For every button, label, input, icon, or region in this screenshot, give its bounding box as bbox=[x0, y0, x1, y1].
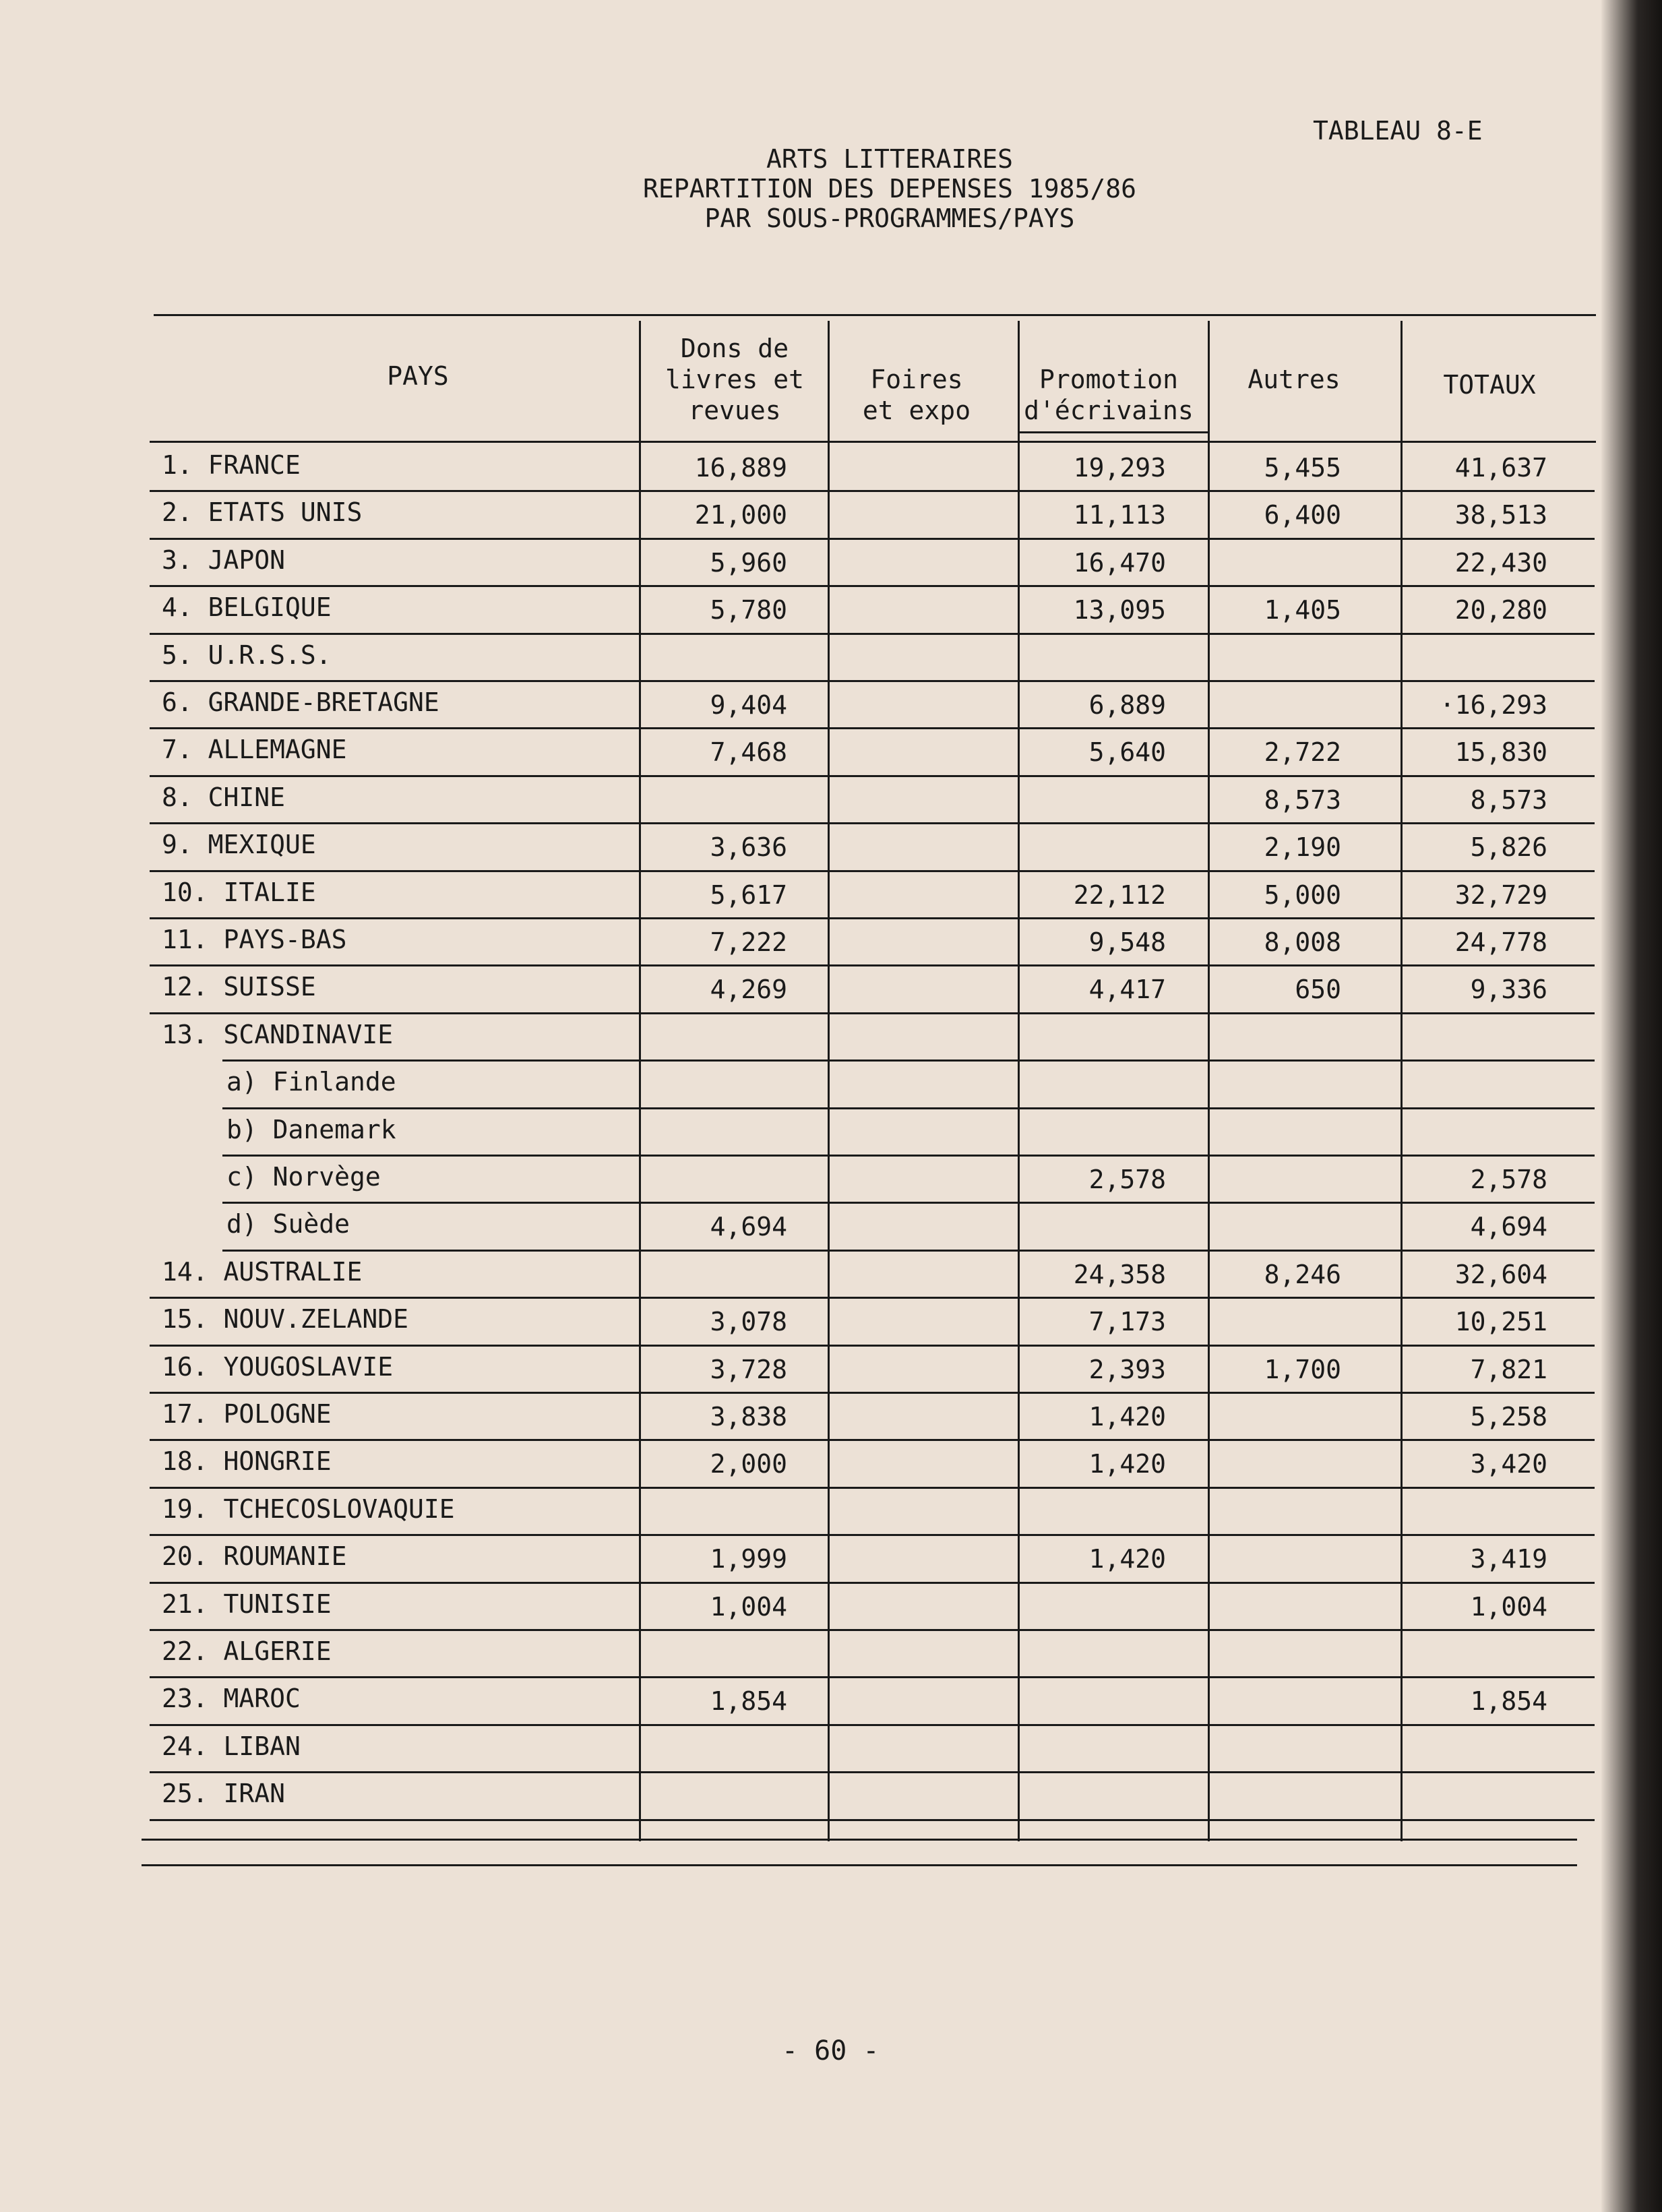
row-label: 12. SUISSE bbox=[162, 972, 316, 1002]
row-rule bbox=[222, 1059, 1595, 1062]
row-rule bbox=[150, 1676, 1595, 1678]
row-label: 18. HONGRIE bbox=[162, 1446, 332, 1477]
row-label: 14. AUSTRALIE bbox=[162, 1256, 363, 1287]
cell-dons: 16,889 bbox=[694, 453, 787, 483]
cell-dons: 5,780 bbox=[710, 595, 787, 625]
cell-dons: 3,728 bbox=[710, 1354, 787, 1384]
title-line-3: PAR SOUS-PROGRAMMES/PAYS bbox=[704, 204, 1075, 233]
row-rule bbox=[150, 1771, 1595, 1773]
row-label: 5. U.R.S.S. bbox=[162, 640, 332, 670]
row-label: 1. FRANCE bbox=[162, 450, 301, 480]
row-label: d) Suède bbox=[226, 1209, 350, 1239]
header-pays: PAYS bbox=[387, 361, 449, 391]
cell-promotion: 19,293 bbox=[1073, 453, 1166, 483]
cell-totaux: 22,430 bbox=[1454, 547, 1547, 578]
row-label: 21. TUNISIE bbox=[162, 1589, 332, 1619]
title-line-2: REPARTITION DES DEPENSES 1985/86 bbox=[642, 174, 1137, 204]
cell-totaux: 4,694 bbox=[1470, 1212, 1547, 1242]
cell-dons: 4,269 bbox=[710, 975, 787, 1005]
cell-promotion: 16,470 bbox=[1073, 547, 1166, 578]
row-label: 25. IRAN bbox=[162, 1779, 286, 1809]
cell-dons: 7,468 bbox=[710, 737, 787, 768]
row-label: 16. YOUGOSLAVIE bbox=[162, 1351, 394, 1382]
cell-dons: 2,000 bbox=[710, 1449, 787, 1479]
row-rule bbox=[150, 1724, 1595, 1726]
row-label: 4. BELGIQUE bbox=[162, 592, 332, 623]
cell-promotion: 4,417 bbox=[1088, 975, 1166, 1005]
cell-dons: 3,078 bbox=[710, 1307, 787, 1337]
row-label: 15. NOUV.ZELANDE bbox=[162, 1304, 409, 1334]
row-rule bbox=[222, 1155, 1595, 1157]
cell-autres: 1,405 bbox=[1264, 595, 1341, 625]
cell-dons: 9,404 bbox=[710, 690, 787, 720]
row-label: 7. ALLEMAGNE bbox=[162, 735, 347, 765]
row-rule bbox=[150, 1629, 1595, 1631]
row-rule bbox=[222, 1250, 1595, 1252]
cell-dons: 7,222 bbox=[710, 927, 787, 957]
row-rule bbox=[150, 917, 1595, 919]
cell-totaux: 24,778 bbox=[1454, 927, 1547, 957]
row-rule bbox=[150, 964, 1595, 966]
row-rule bbox=[150, 1819, 1595, 1821]
cell-promotion: 5,640 bbox=[1088, 737, 1166, 768]
cell-dons: 21,000 bbox=[694, 500, 787, 530]
row-rule bbox=[150, 1582, 1595, 1584]
cell-totaux: 5,826 bbox=[1470, 832, 1547, 863]
cell-promotion: 22,112 bbox=[1073, 880, 1166, 910]
cell-totaux: ·16,293 bbox=[1439, 690, 1547, 720]
row-rule bbox=[222, 1202, 1595, 1204]
row-label: c) Norvège bbox=[226, 1162, 381, 1192]
promotion-header-rule bbox=[1018, 431, 1208, 433]
cell-totaux: 38,513 bbox=[1454, 500, 1547, 530]
row-rule bbox=[150, 822, 1595, 824]
row-label: a) Finlande bbox=[226, 1067, 396, 1097]
cell-promotion: 2,393 bbox=[1088, 1354, 1166, 1384]
cell-dons: 1,854 bbox=[710, 1686, 787, 1717]
cell-promotion: 11,113 bbox=[1073, 500, 1166, 530]
row-rule bbox=[222, 1107, 1595, 1109]
cell-autres: 1,700 bbox=[1264, 1354, 1341, 1384]
cell-promotion: 24,358 bbox=[1073, 1259, 1166, 1289]
cell-autres: 650 bbox=[1295, 975, 1341, 1005]
cell-totaux: 8,573 bbox=[1470, 785, 1547, 815]
cell-autres: 2,190 bbox=[1264, 832, 1341, 863]
row-rule bbox=[150, 538, 1595, 540]
cell-promotion: 6,889 bbox=[1088, 690, 1166, 720]
page-edge-shadow bbox=[1601, 0, 1662, 2212]
cell-totaux: 32,729 bbox=[1454, 880, 1547, 910]
row-label: b) Danemark bbox=[226, 1114, 396, 1144]
cell-autres: 8,246 bbox=[1264, 1259, 1341, 1289]
cell-autres: 2,722 bbox=[1264, 737, 1341, 768]
cell-autres: 5,000 bbox=[1264, 880, 1341, 910]
cell-totaux: 5,258 bbox=[1470, 1402, 1547, 1432]
row-label: 17. POLOGNE bbox=[162, 1399, 332, 1429]
cell-promotion: 9,548 bbox=[1088, 927, 1166, 957]
header-dons: Dons de livres et revues bbox=[665, 334, 804, 425]
cell-autres: 8,008 bbox=[1264, 927, 1341, 957]
row-label: 8. CHINE bbox=[162, 782, 286, 812]
row-rule bbox=[150, 490, 1595, 492]
cell-totaux: 32,604 bbox=[1454, 1259, 1547, 1289]
cell-totaux: 41,637 bbox=[1454, 453, 1547, 483]
row-rule bbox=[150, 1297, 1595, 1299]
row-label: 11. PAYS-BAS bbox=[162, 925, 347, 954]
row-rule bbox=[150, 1392, 1595, 1394]
row-label: 6. GRANDE-BRETAGNE bbox=[162, 687, 439, 717]
page-title bbox=[472, 144, 1307, 233]
row-label: 19. TCHECOSLOVAQUIE bbox=[162, 1494, 455, 1524]
row-label: 13. SCANDINAVIE bbox=[162, 1019, 394, 1049]
table-bottom-rule bbox=[142, 1839, 1577, 1841]
row-rule bbox=[150, 1345, 1595, 1347]
row-rule bbox=[150, 585, 1595, 587]
cell-totaux: 9,336 bbox=[1470, 975, 1547, 1005]
cell-totaux: 7,821 bbox=[1470, 1354, 1547, 1384]
row-label: 20. ROUMANIE bbox=[162, 1541, 347, 1572]
cell-autres: 8,573 bbox=[1264, 785, 1341, 815]
cell-totaux: 3,420 bbox=[1470, 1449, 1547, 1479]
row-label: 23. MAROC bbox=[162, 1684, 301, 1714]
cell-promotion: 7,173 bbox=[1088, 1307, 1166, 1337]
cell-promotion: 1,420 bbox=[1088, 1544, 1166, 1574]
row-label: 22. ALGERIE bbox=[162, 1636, 332, 1666]
row-rule bbox=[150, 870, 1595, 872]
page-number: - 60 - bbox=[782, 2035, 880, 2066]
column-divider bbox=[1208, 321, 1210, 1841]
row-rule bbox=[150, 1012, 1595, 1014]
row-rule bbox=[150, 775, 1595, 777]
cell-dons: 1,999 bbox=[710, 1544, 787, 1574]
cell-dons: 4,694 bbox=[710, 1212, 787, 1242]
table-top-rule bbox=[154, 314, 1596, 316]
cell-totaux: 10,251 bbox=[1454, 1307, 1547, 1337]
cell-promotion: 13,095 bbox=[1073, 595, 1166, 625]
cell-autres: 5,455 bbox=[1264, 453, 1341, 483]
header-bottom-rule bbox=[150, 441, 1596, 443]
cell-totaux: 15,830 bbox=[1454, 737, 1547, 768]
row-rule bbox=[150, 680, 1595, 682]
title-line-1: ARTS LITTERAIRES bbox=[766, 144, 1014, 174]
row-label: 3. JAPON bbox=[162, 545, 286, 575]
row-label: 2. ETATS UNIS bbox=[162, 497, 363, 528]
cell-dons: 1,004 bbox=[710, 1591, 787, 1622]
column-divider bbox=[639, 321, 641, 1841]
row-label: 24. LIBAN bbox=[162, 1731, 301, 1761]
column-divider bbox=[1401, 321, 1403, 1841]
header-promotion: Promotion d'écrivains bbox=[1024, 365, 1194, 425]
column-divider bbox=[828, 321, 830, 1841]
header-autres: Autres bbox=[1248, 365, 1341, 394]
cell-totaux: 2,578 bbox=[1470, 1165, 1547, 1194]
row-rule bbox=[150, 727, 1595, 729]
cell-dons: 5,617 bbox=[710, 880, 787, 910]
cell-promotion: 2,578 bbox=[1088, 1165, 1166, 1194]
cell-promotion: 1,420 bbox=[1088, 1402, 1166, 1432]
table-bottom-rule-2 bbox=[142, 1864, 1577, 1866]
header-totaux: TOTAUX bbox=[1443, 370, 1536, 400]
cell-autres: 6,400 bbox=[1264, 500, 1341, 530]
cell-totaux: 1,854 bbox=[1470, 1686, 1547, 1717]
cell-dons: 5,960 bbox=[710, 547, 787, 578]
column-divider bbox=[1018, 321, 1020, 1841]
cell-dons: 3,838 bbox=[710, 1402, 787, 1432]
row-label: 9. MEXIQUE bbox=[162, 830, 316, 860]
table-id: TABLEAU 8-E bbox=[1313, 116, 1483, 146]
row-rule bbox=[150, 1439, 1595, 1441]
row-rule bbox=[150, 1487, 1595, 1489]
cell-totaux: 1,004 bbox=[1470, 1591, 1547, 1622]
cell-totaux: 20,280 bbox=[1454, 595, 1547, 625]
row-rule bbox=[150, 633, 1595, 635]
cell-totaux: 3,419 bbox=[1470, 1544, 1547, 1574]
cell-promotion: 1,420 bbox=[1088, 1449, 1166, 1479]
row-rule bbox=[150, 1534, 1595, 1536]
cell-dons: 3,636 bbox=[710, 832, 787, 863]
header-foires: Foires et expo bbox=[862, 365, 971, 425]
row-label: 10. ITALIE bbox=[162, 877, 316, 907]
